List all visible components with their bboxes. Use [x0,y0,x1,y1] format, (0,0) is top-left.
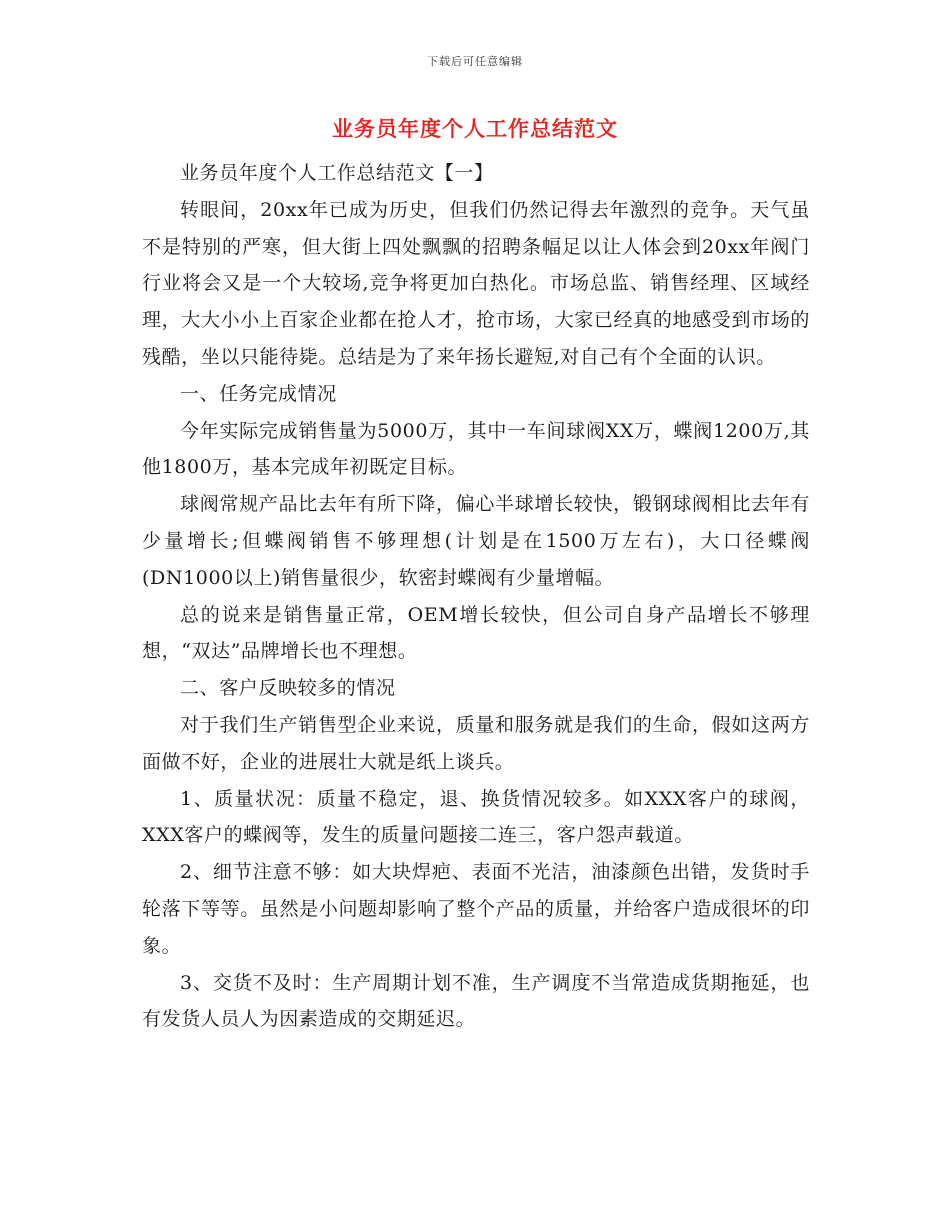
delivery-issue-item: 3、交货不及时：生产周期计划不准，生产调度不当常造成货期拖延，也有发货人员人为因素造成的交期延迟。 [142,971,810,1031]
sales-volume-paragraph: 今年实际完成销售量为5000万，其中一车间球阀XX万，蝶阀1200万,其他1800万，基本完成年初既定目标。 [142,419,810,479]
section-heading-task-completion: 一、任务完成情况 [180,382,337,405]
quality-service-paragraph: 对于我们生产销售型企业来说，质量和服务就是我们的生命，假如这两方面做不好，企业的进展壮大就是纸上谈兵。 [142,713,810,773]
intro-paragraph: 转眼间，20xx年已成为历史，但我们仍然记得去年激烈的竞争。天气虽不是特别的严寒，但大街上四处飘飘的招聘条幅足以让人体会到20xx年阀门行业将会又是一个大较场,竞争将更加白热化。市场总监、销售经理、区域经理，大大小小上百家企业都在抢人才，抢市场，大家已经真的地感受到市场的残酷，坐以只能待毙。总结是为了来年扬长避短,对自己有个全面的认识。 [142,198,810,368]
product-analysis-paragraph: 球阀常规产品比去年有所下降，偏心半球增长较快，锻钢球阀相比去年有少量增长;但蝶阀销售不够理想(计划是在1500万左右)，大口径蝶阀(DN1000以上)销售量很少，软密封蝶阀有少量增幅。 [142,493,810,589]
document-body [142,155,810,1038]
detail-issue-item: 2、细节注意不够：如大块焊疤、表面不光洁，油漆颜色出错，发货时手轮落下等等。虽然是小问题却影响了整个产品的质量，并给客户造成很坏的印象。 [142,861,810,957]
summary-paragraph: 总的说来是销售量正常，OEM增长较快，但公司自身产品增长不够理想，“双达”品牌增长也不理想。 [142,603,810,663]
page-header-note: 下载后可任意编辑 [427,55,523,68]
quality-issue-item: 1、质量状况：质量不稳定，退、换货情况较多。如XXX客户的球阀，XXX客户的蝶阀等，发生的质量问题接二连三，客户怨声载道。 [142,787,810,847]
subtitle-paragraph: 业务员年度个人工作总结范文【一】 [180,162,494,184]
section-heading-customer-feedback: 二、客户反映较多的情况 [180,677,396,700]
document-title: 业务员年度个人工作总结范文 [332,116,618,141]
